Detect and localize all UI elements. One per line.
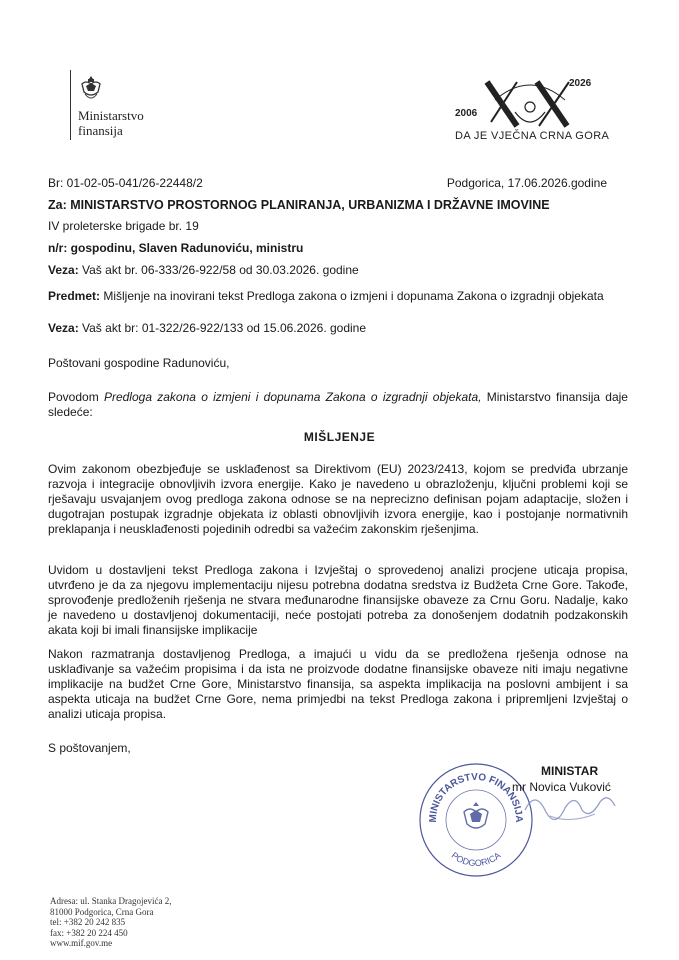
ministry-name [78, 108, 144, 138]
reference-line-2 [48, 321, 366, 336]
subject-text: Mišljenje na inovirani tekst Predloga zakona o izmjeni i dopunama Zakona o izgradnji objekata [100, 289, 604, 303]
intro-pre: Povodom [48, 390, 104, 404]
reference-line-1 [48, 263, 359, 278]
registration-number: Br: 01-02-05-041/26-22448/2 [48, 176, 203, 190]
seal-crest-icon [464, 802, 488, 828]
seal-bottom-text: PODGORICA [449, 850, 503, 869]
footer-website: www.mif.gov.me [50, 938, 113, 949]
anniversary-year-start: 2006 [455, 108, 478, 119]
svg-text:PODGORICA [450, 850, 503, 868]
minister-name: mr Novica Vuković [512, 780, 611, 794]
ministry-name-line1: Ministarstvo [78, 108, 144, 123]
recipient-address: IV proleterske brigade br. 19 [48, 219, 199, 233]
footer-fax: fax: +382 20 224 450 [50, 927, 128, 938]
anniversary-year-end: 2026 [569, 78, 592, 89]
intro-post: Ministarstvo finansija daje sledeće: [48, 390, 628, 419]
body-paragraph-2: Uvidom u dostavljeni tekst Predloga zakona i Izvještaj o sprovedenoj analizi procjene uticaja propisa, utvrđeno je da za njegovu implementaciju nijesu potrebna dodatna sredstva iz Budžeta Crne Gore. Takođe, sprovođenje predloženih rješenja ne stvara međunarodne finansijske obaveze za Crnu Goru. Nadalje, kako je navedeno u dostavljenoj dokumentaciji, neće postojati potreba za donošenjem dodatnih podzakonskih akata koji bi imali finansijske implikacije [48, 563, 628, 637]
reference-text: Vaš akt br: 01-322/26-922/133 od 15.06.2026. godine [78, 321, 367, 335]
minister-title: MINISTAR [541, 764, 599, 778]
closing-greeting: S poštovanjem, [48, 741, 131, 755]
recipient-attention: n/r: gospodinu, Slaven Radunoviću, ministru [48, 241, 304, 255]
reference-label: Veza: [48, 321, 79, 335]
intro-law-title: Predloga zakona o izmjeni i dopunama Zakona o izgradnji objekata, [103, 390, 482, 404]
official-seal-stamp [416, 760, 536, 880]
reference-text: Vaš akt br. 06-333/26-922/58 od 30.03.2026. godine [78, 263, 359, 277]
salutation: Poštovani gospodine Radunoviću, [48, 356, 230, 370]
footer-address-line: Adresa: ul. Stanka Dragojevića 2, [50, 896, 172, 906]
header-divider-line [70, 70, 71, 140]
footer-contact [50, 896, 171, 949]
recipient-institution: Za: MINISTARSTVO PROSTORNOG PLANIRANJA, URBANIZMA I DRŽAVNE IMOVINE [48, 198, 550, 212]
footer-phone: tel: +382 20 242 835 [50, 917, 126, 928]
body-paragraph-3: Nakon razmatranja dostavljenog Predloga, a imajući u vidu da se predložena rješenja odnose na usklađivanje sa važećim propisima i da ista ne proizvode dodatne finansijske obaveze niti imaju negativne implikacije na budžet Crne Gore, Ministarstvo finansija, sa aspekta implikacija na poslovni ambijent i sa aspekta uticaja na budžet Crne Gore, nema primjedbi na tekst Predloga zakona i pripremljeni Izvještaj o analizi uticaja propisa. [48, 647, 628, 721]
subject-label: Predmet: [48, 289, 101, 303]
footer-city-line: 81000 Podgorica, Crna Gora [50, 906, 154, 917]
anniversary-slogan: DA JE VJEČNA CRNA GORA [455, 130, 610, 142]
seal-ring-text: MINISTARSTVO FINANSIJA [427, 771, 525, 823]
coat-of-arms-icon [80, 74, 102, 104]
ministry-name-line2: finansija [78, 123, 123, 138]
reference-label: Veza: [48, 263, 79, 277]
place-date: Podgorica, 17.06.2026.godine [446, 176, 607, 190]
body-paragraph-1: Ovim zakonom obezbjeđuje se usklađenost sa Direktivom (EU) 2023/2413, kojom se predviđa ubrzanje razvoja i integracije obnovljivih izvora energije. Kako je navedeno u obrazloženju, ključni problemi koji se rješavaju usvajanjem ovog predloga zakona odnose se na neprecizno definisan pojam adaptacije, složen i dugotrajan postupak izgradnje objekata iz oblasti obnovljivih izvora energije, kao i postojanje normativnih preklapanja i neusklađenosti pojedinih odredbi sa važećim zakonskim rješenjima. [48, 462, 628, 536]
subject-line [48, 289, 628, 304]
intro-paragraph [48, 390, 628, 420]
opinion-heading: MIŠLJENJE [303, 430, 376, 444]
